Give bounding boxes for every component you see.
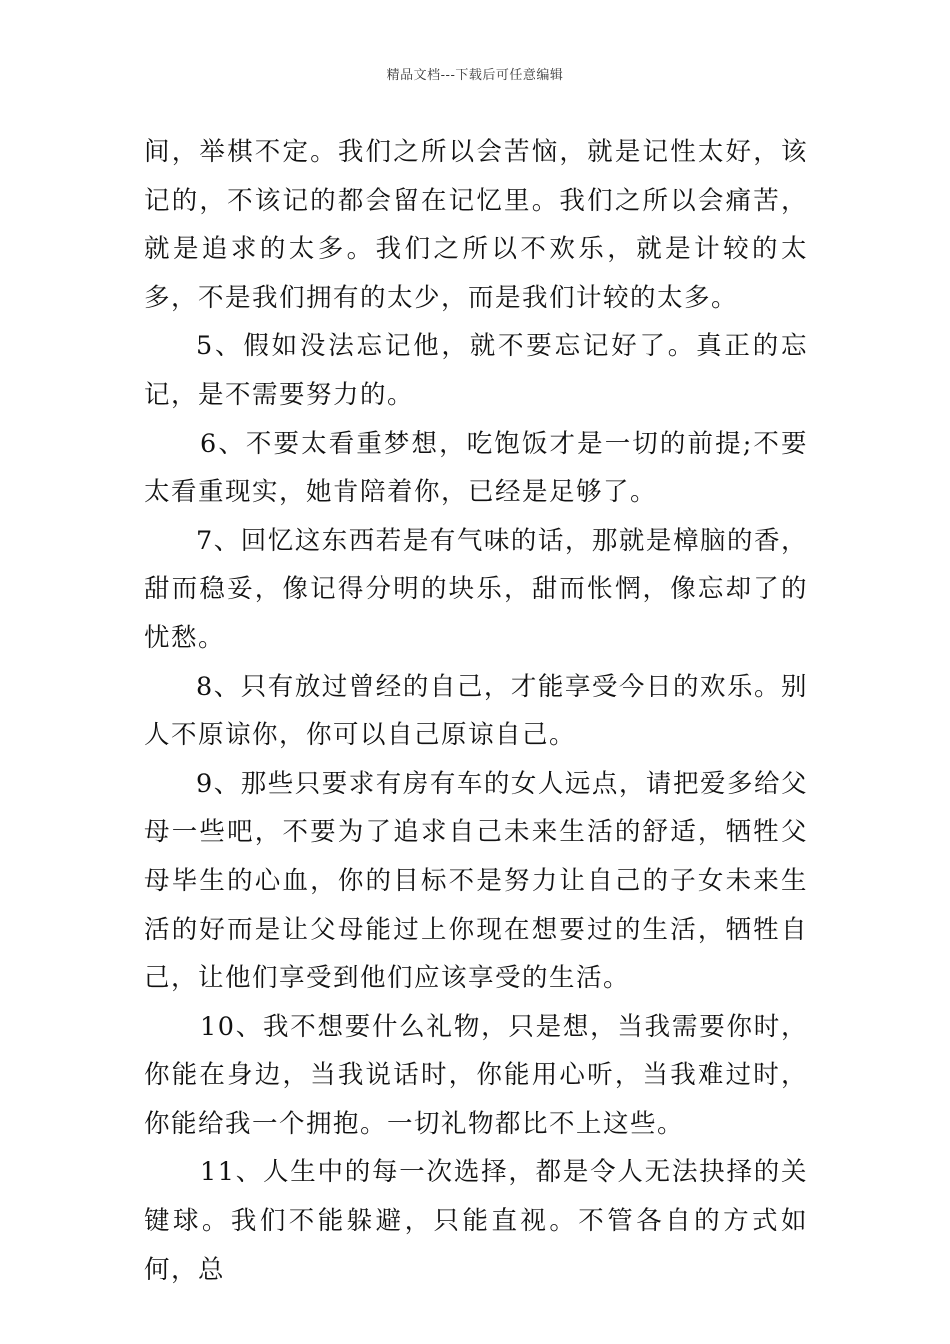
paragraph-item-6: 6、不要太看重梦想，吃饱饭才是一切的前提;不要太看重现实，她肯陪着你，已经是足够了。 bbox=[144, 428, 808, 508]
paragraph-item-9: 9、那些只要求有房有车的女人远点，请把爱多给父母一些吧，不要为了追求自己未来生活的舒适，牺牲父母毕生的心血，你的目标不是努力让自己的子女未来生活的好而是让父母能过上你现在想要过的生活，牺牲自己，让他们享受到他们应该享受的生活。 bbox=[144, 768, 808, 994]
paragraph-item-10: 10、我不想要什么礼物，只是想，当我需要你时，你能在身边，当我说话时，你能用心听，当我难过时，你能给我一个拥抱。一切礼物都比不上这些。 bbox=[144, 1011, 808, 1139]
paragraph-item-7: 7、回忆这东西若是有气味的话，那就是樟脑的香，甜而稳妥，像记得分明的块乐，甜而怅惘，像忘却了的忧愁。 bbox=[144, 525, 808, 653]
document-body bbox=[144, 128, 808, 1294]
paragraph-item-8: 8、只有放过曾经的自己，才能享受今日的欢乐。别人不原谅你，你可以自己原谅自己。 bbox=[144, 671, 808, 751]
page-header: 精品文档---下载后可任意编辑 bbox=[386, 68, 564, 83]
paragraph-item-5: 5、假如没法忘记他，就不要忘记好了。真正的忘记，是不需要努力的。 bbox=[144, 331, 808, 410]
paragraph-item-11: 11、人生中的每一次选择，都是令人无法抉择的关键球。我们不能躲避，只能直视。不管各自的方式如何，总 bbox=[144, 1157, 808, 1285]
paragraph-continuation: 间，举棋不定。我们之所以会苦恼，就是记性太好，该记的，不该记的都会留在记忆里。我们之所以会痛苦，就是追求的太多。我们之所以不欢乐，就是计较的太多，不是我们拥有的太少，而是我们计较的太多。 bbox=[144, 137, 808, 313]
